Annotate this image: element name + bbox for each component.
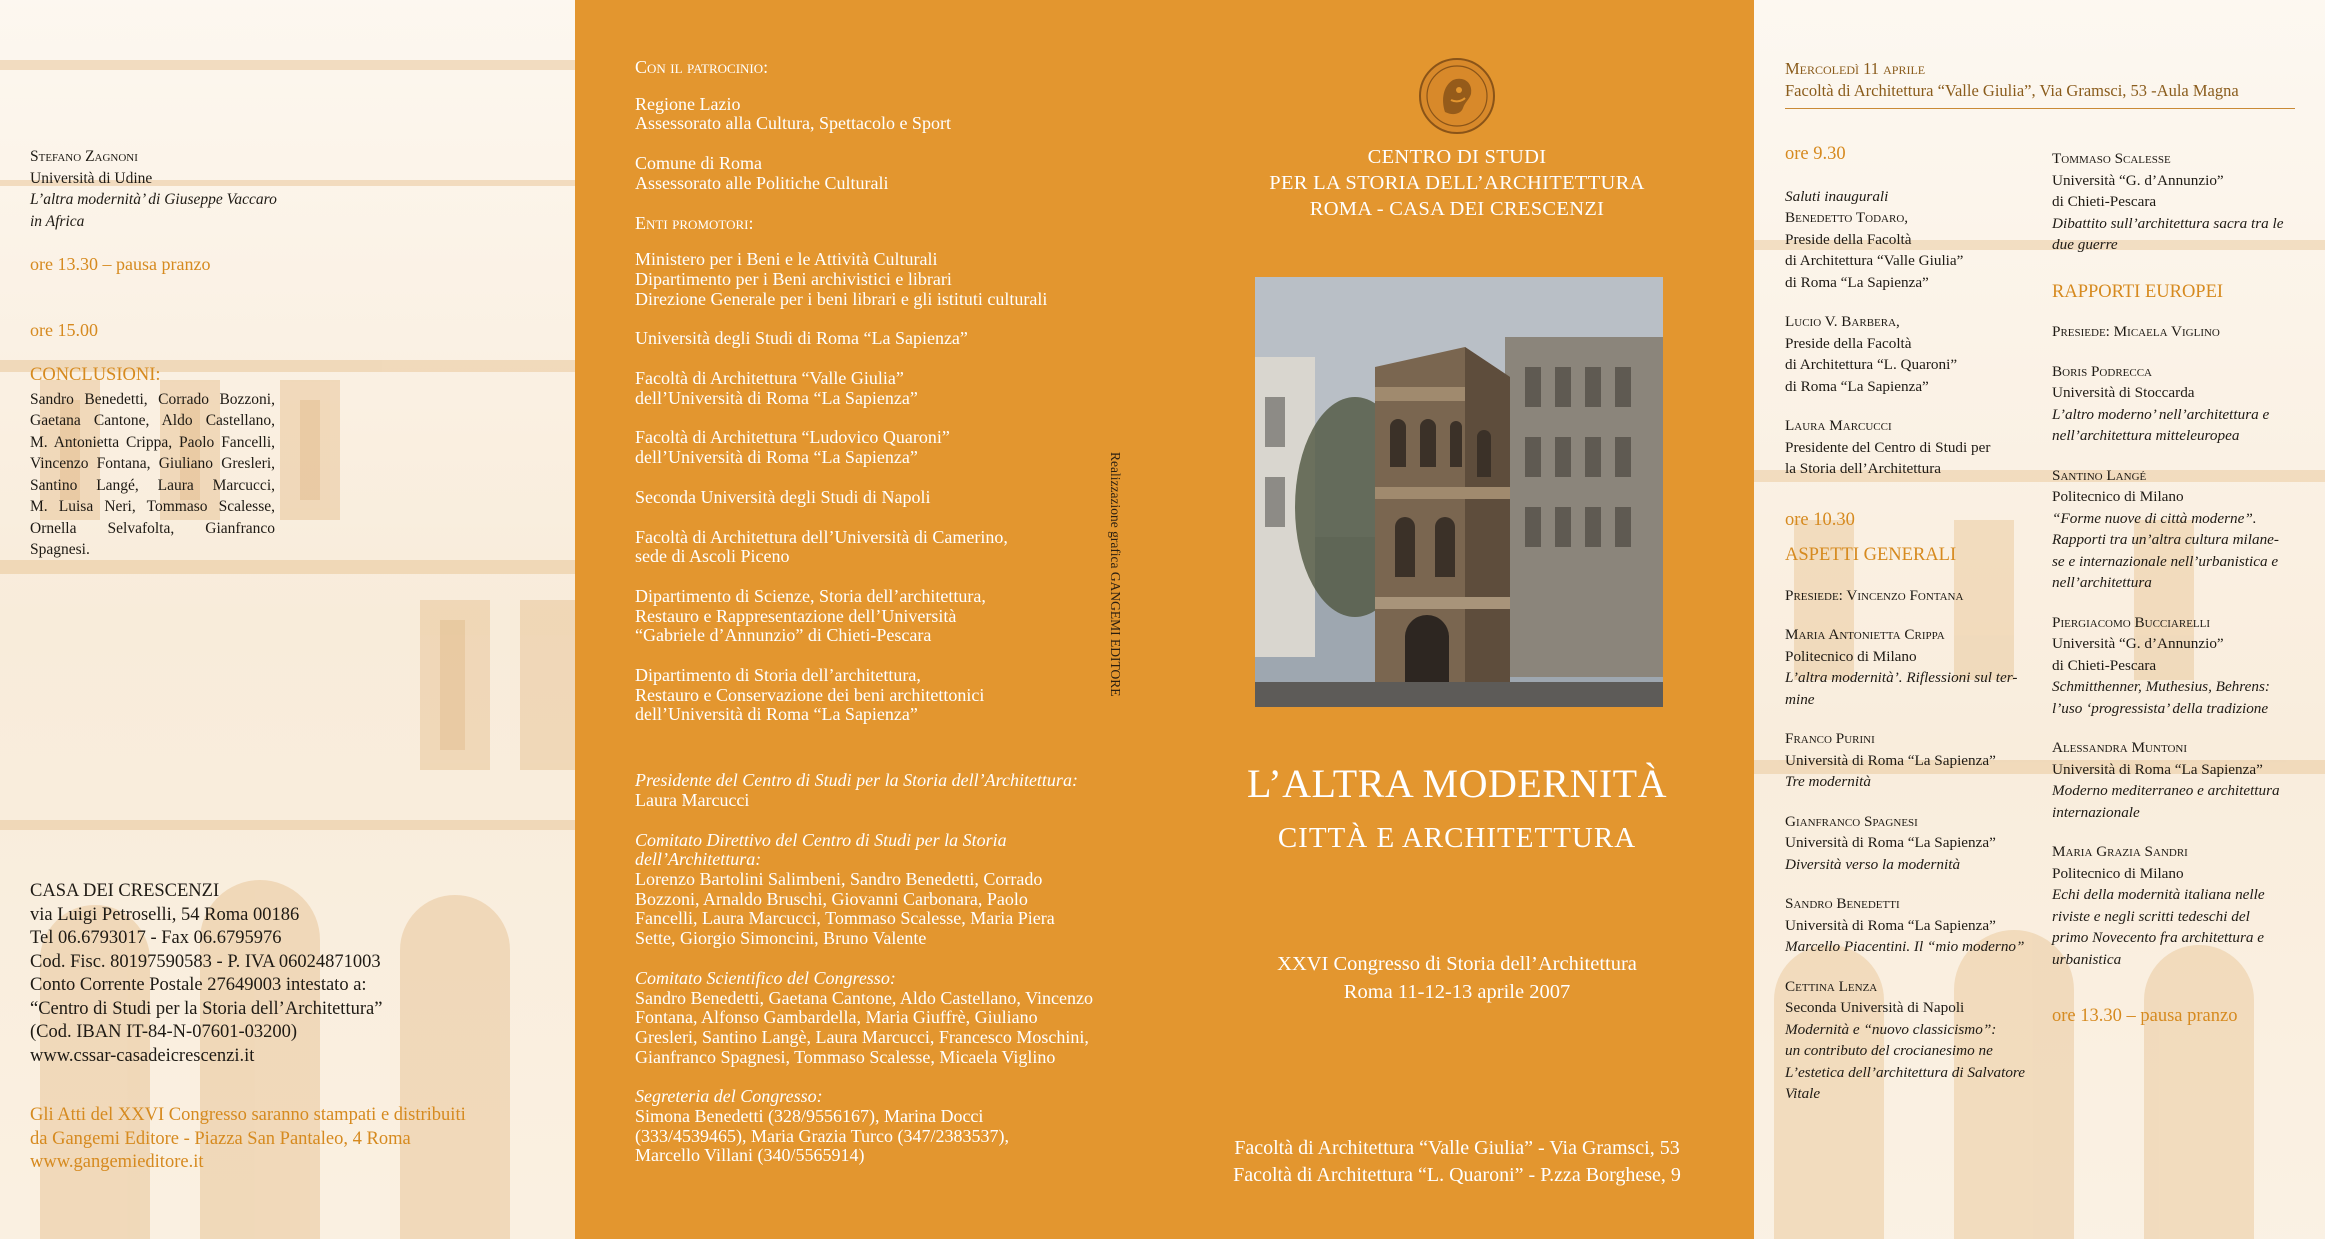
promoter-line: Ministero per i Beni e le Attività Culturali	[635, 249, 938, 270]
patronage-heading: Con il patrocinio:	[635, 57, 769, 77]
speaker-role: di Architettura “Valle Giulia”	[1785, 252, 1964, 269]
speaker-role: di Architettura “L. Quaroni”	[1785, 356, 1958, 373]
promoter-line: Facoltà di Architettura “Ludovico Quaroni”	[635, 427, 950, 448]
speaker-name: Franco Purini	[1785, 730, 1875, 747]
speaker-affiliation: Università di Roma “La Sapienza”	[1785, 751, 1996, 769]
speaker-name: Maria Grazia Sandri	[2052, 843, 2188, 860]
talk-title: L’estetica dell’architettura di Salvatore	[1785, 1063, 2025, 1081]
talk-title: se e internazionale nell’urbanistica e	[2052, 552, 2279, 570]
session-chair: Presiede: Micaela Viglino	[2052, 323, 2220, 340]
speaker-affiliation: Università “G. d’Annunzio”	[2052, 635, 2224, 652]
speaker-name: Stefano Zagnoni	[30, 148, 138, 165]
speaker-name: Lucio V. Barbera,	[1785, 313, 1900, 330]
speaker-role: Presidente del Centro di Studi per	[1785, 438, 1991, 456]
divider	[1785, 108, 2295, 109]
talk-title: internazionale	[2052, 803, 2140, 821]
conclusions-line: Gaetana Cantone, Aldo Castellano,	[30, 412, 275, 429]
contact-address: via Luigi Petroselli, 54 Roma 00186	[30, 904, 300, 925]
speaker-name: Cettina Lenza	[1785, 977, 1878, 995]
talk-title: primo Novecento fra architettura e	[2052, 929, 2265, 946]
contact-account-holder: “Centro di Studi per la Storia dell’Architettura”	[30, 998, 383, 1019]
casa-dei-crescenzi-photo	[1255, 277, 1663, 707]
congress-dates: Roma 11-12-13 aprile 2007	[1343, 981, 1571, 1003]
scientific-committee-members: Fontana, Alfonso Gambardella, Maria Giuffrè, Giuliano	[635, 1007, 1038, 1028]
talk-title: Vitale	[1785, 1085, 1821, 1102]
graphic-credit: Realizzazione grafica GANGEMI EDITORE	[1108, 452, 1123, 697]
event-subtitle: CITTÀ E ARCHITETTURA	[1277, 822, 1637, 854]
conclusions-line: M. Antonietta Crippa, Paolo Fancelli,	[30, 433, 275, 451]
talk-title: due guerre	[2052, 236, 2118, 253]
program-panel	[1754, 0, 2325, 1239]
conclusions-line: M. Luisa Neri, Tommaso Scalesse,	[30, 498, 275, 515]
program-column-1	[1785, 144, 2035, 1123]
organization-name: ROMA - CASA DEI CRESCENZI	[1309, 198, 1605, 220]
session-label: Saluti inaugurali	[1785, 187, 1889, 205]
publisher-note: Gli Atti del XXVI Congresso saranno stampati e distribuiti	[30, 1105, 466, 1125]
speaker-role: la Storia dell’Architettura	[1785, 460, 1942, 477]
session-chair: Presiede: Vincenzo Fontana	[1785, 586, 1964, 604]
contact-iban: (Cod. IBAN IT-84-N-07601-03200)	[30, 1022, 298, 1042]
patron-name: Comune di Roma	[635, 153, 762, 174]
lunch-break: ore 13.30 – pausa pranzo	[30, 254, 211, 274]
program-day: Mercoledì 11 aprile	[1785, 59, 1926, 78]
speaker-affiliation: Università di Roma “La Sapienza”	[1785, 916, 1996, 934]
venue-valle-giulia: Facoltà di Architettura “Valle Giulia” - Via Gramsci, 53	[1234, 1137, 1680, 1159]
talk-title: L’altra modernità’. Riflessioni sul ter-	[1785, 669, 2018, 686]
speaker-name: Alessandra Muntoni	[2052, 739, 2188, 756]
afternoon-time: ore 15.00	[30, 320, 98, 340]
scientific-committee-members: Gianfranco Spagnesi, Tommaso Scalesse, Micaela Viglino	[635, 1046, 1056, 1067]
conclusions-line: Vincenzo Fontana, Giuliano Gresleri,	[30, 455, 275, 472]
speaker-affiliation: Università di Udine	[30, 169, 153, 187]
speaker-affiliation: Seconda Università di Napoli	[1785, 999, 1965, 1016]
speaker-affiliation: di Chieti-Pescara	[2052, 656, 2157, 674]
talk-title: l’uso ‘progressista’ della tradizione	[2052, 699, 2269, 717]
talk-title: nell’architettura mitteleuropea	[2052, 427, 2240, 444]
secretariat-heading: Segreteria del Congresso:	[635, 1086, 823, 1107]
board-heading: dell’Architettura:	[635, 849, 762, 870]
left-panel	[0, 0, 575, 1239]
conclusions-heading: CONCLUSIONI:	[30, 365, 161, 385]
cover-panel	[1160, 0, 1754, 1239]
talk-title: Rapporti tra un’altra cultura milane-	[2052, 531, 2279, 548]
speaker-role: di Roma “La Sapienza”	[1785, 273, 1929, 291]
session-time: ore 10.30	[1785, 509, 1855, 530]
session-time: ore 9.30	[1785, 144, 1846, 164]
patron-detail: Assessorato alla Cultura, Spettacolo e Sport	[635, 113, 951, 134]
speaker-name: Tommaso Scalesse	[2052, 150, 2171, 167]
congress-name: XXVI Congresso di Storia dell’Architettura	[1277, 953, 1637, 975]
speaker-talk-title: in Africa	[30, 212, 85, 230]
speaker-talk-title: L’altra modernità’ di Giuseppe Vaccaro	[30, 191, 277, 208]
speaker-role: Preside della Facoltà	[1785, 334, 1912, 352]
conclusions-line: Spagnesi.	[30, 541, 90, 558]
speaker-role: di Roma “La Sapienza”	[1785, 377, 1929, 395]
conclusions-line: Sandro Benedetti, Corrado Bozzoni,	[30, 390, 275, 408]
speaker-name: Boris Podrecca	[2052, 362, 2152, 380]
speaker-affiliation: di Chieti-Pescara	[2052, 193, 2157, 210]
scientific-committee-members: Sandro Benedetti, Gaetana Cantone, Aldo Castellano, Vincenzo	[635, 987, 1093, 1008]
speaker-affiliation: Università “G. d’Annunzio”	[2052, 171, 2224, 189]
promoter-line: dell’Università di Roma “La Sapienza”	[635, 704, 918, 725]
conclusions-line: Ornella Selvafolta, Gianfranco	[30, 519, 275, 537]
speaker-affiliation: Politecnico di Milano	[2052, 488, 2184, 505]
board-heading: Comitato Direttivo del Centro di Studi per la Storia	[635, 829, 1007, 850]
contact-postal-account: Conto Corrente Postale 27649003 intestato a:	[30, 975, 367, 995]
section-heading: RAPPORTI EUROPEI	[2052, 281, 2224, 302]
venue-quaroni: Facoltà di Architettura “L. Quaroni” - P.zza Borghese, 9	[1233, 1164, 1681, 1186]
talk-title: mine	[1785, 690, 1815, 708]
promoter-line: sede di Ascoli Piceno	[635, 546, 790, 567]
talk-title: L’altro moderno’ nell’architettura e	[2052, 405, 2270, 423]
talk-title: urbanistica	[2052, 950, 2122, 968]
talk-title: Dibattito sull’architettura sacra tra le	[2052, 214, 2284, 232]
promoter-line: dell’Università di Roma “La Sapienza”	[635, 447, 918, 468]
section-heading: ASPETTI GENERALI	[1785, 545, 1957, 565]
talk-title: riviste e negli scritti tedeschi del	[2052, 907, 2250, 925]
talk-title: Schmitthenner, Muthesius, Behrens:	[2052, 678, 2270, 695]
speaker-affiliation: Politecnico di Milano	[2052, 864, 2184, 882]
speaker-affiliation: Politecnico di Milano	[1785, 647, 1917, 665]
promoter-line: Università degli Studi di Roma “La Sapienza”	[635, 328, 968, 349]
board-members: Fancelli, Laura Marcucci, Tommaso Scalesse, Maria Piera	[635, 908, 1055, 929]
promoter-line: Seconda Università degli Studi di Napoli	[635, 486, 931, 507]
talk-title: Diversità verso la modernità	[1785, 855, 1961, 873]
board-members: Lorenzo Bartolini Salimbeni, Sandro Benedetti, Corrado	[635, 868, 1043, 889]
speaker-affiliation: Università di Roma “La Sapienza”	[2052, 760, 2263, 778]
talk-title: “Forme nuove di città moderne”.	[2052, 509, 2257, 527]
speaker-name: Santino Langé	[2052, 466, 2147, 484]
president-heading: Presidente del Centro di Studi per la Storia dell’Architettura:	[635, 770, 1078, 791]
secretariat-contacts: (333/4539465), Maria Grazia Turco (347/2383537),	[635, 1125, 1009, 1146]
talk-title: Tre modernità	[1785, 773, 1871, 790]
speaker-affiliation: Università di Stoccarda	[2052, 384, 2195, 401]
speaker-name: Piergiacomo Bucciarelli	[2052, 613, 2211, 631]
speaker-affiliation: Università di Roma “La Sapienza”	[1785, 834, 1996, 851]
publisher-address: da Gangemi Editore - Piazza San Pantaleo, 4 Roma	[30, 1128, 411, 1149]
contact-tax-codes: Cod. Fisc. 80197590583 - P. IVA 06024871003	[30, 951, 381, 972]
president-name: Laura Marcucci	[635, 789, 750, 810]
patron-detail: Assessorato alle Politiche Culturali	[635, 172, 889, 193]
organization-name: PER LA STORIA DELL’ARCHITETTURA	[1269, 172, 1645, 194]
talk-title: Marcello Piacentini. Il “mio moderno”	[1785, 938, 2025, 955]
contact-title: CASA DEI CRESCENZI	[30, 881, 220, 901]
promoter-line: “Gabriele d’Annunzio” di Chieti-Pescara	[635, 625, 932, 646]
board-members: Sette, Giorgio Simoncini, Bruno Valente	[635, 928, 927, 949]
seal-logo-icon	[1417, 56, 1497, 136]
speaker-role: Preside della Facoltà	[1785, 230, 1912, 248]
event-title: L’ALTRA MODERNITÀ	[1246, 761, 1667, 806]
speaker-name: Benedetto Todaro,	[1785, 209, 1909, 226]
promoter-line: Dipartimento di Storia dell’architettura,	[635, 665, 921, 686]
speaker-name: Sandro Benedetti	[1785, 895, 1900, 912]
scientific-committee-heading: Comitato Scientifico del Congresso:	[635, 967, 896, 988]
promoter-line: Restauro e Rappresentazione dell’Università	[635, 605, 957, 626]
talk-title: nell’architettura	[2052, 574, 2152, 591]
promoter-line: Direzione Generale per i beni librari e gli istituti culturali	[635, 288, 1048, 309]
program-column-2	[2052, 148, 2302, 1048]
scientific-committee-members: Gresleri, Santino Langè, Laura Marcucci, Francesco Moschini,	[635, 1026, 1089, 1047]
patronage-panel	[575, 0, 1160, 1239]
promoter-line: Facoltà di Architettura dell’Università di Camerino,	[635, 526, 1008, 547]
speaker-name: Maria Antonietta Crippa	[1785, 626, 1945, 643]
lunch-break: ore 13.30 – pausa pranzo	[2052, 1006, 2238, 1026]
publisher-website-link[interactable]: www.gangemieditore.it	[30, 1152, 204, 1172]
board-members: Bozzoni, Arnaldo Bruschi, Giovanni Carbonara, Paolo	[635, 888, 1028, 909]
secretariat-contacts: Marcello Villani (340/5565914)	[635, 1145, 865, 1166]
speaker-name: Gianfranco Spagnesi	[1785, 812, 1918, 830]
promoter-line: Facoltà di Architettura “Valle Giulia”	[635, 368, 904, 389]
promoters-heading: Enti promotori:	[635, 212, 754, 233]
secretariat-contacts: Simona Benedetti (328/9556167), Marina Docci	[635, 1106, 984, 1127]
organization-name: CENTRO DI STUDI	[1367, 146, 1547, 168]
talk-title: Echi della modernità italiana nelle	[2052, 886, 2265, 903]
promoter-line: dell’Università di Roma “La Sapienza”	[635, 387, 918, 408]
program-venue: Facoltà di Architettura “Valle Giulia”, Via Gramsci, 53 -Aula Magna	[1785, 81, 2239, 100]
promoter-line: Dipartimento per i Beni archivistici e librari	[635, 268, 952, 289]
contact-phone: Tel 06.6793017 - Fax 06.6795976	[30, 928, 282, 948]
promoter-line: Restauro e Conservazione dei beni architettonici	[635, 684, 985, 705]
patron-name: Regione Lazio	[635, 93, 741, 114]
promoter-line: Dipartimento di Scienze, Storia dell’architettura,	[635, 585, 986, 606]
speaker-name: Laura Marcucci	[1785, 417, 1892, 434]
talk-title: un contributo del crocianesimo ne	[1785, 1042, 1993, 1059]
conclusions-line: Santino Langé, Laura Marcucci,	[30, 476, 275, 494]
talk-title: Moderno mediterraneo e architettura	[2052, 782, 2280, 799]
contact-website-link[interactable]: www.cssar-casadeicrescenzi.it	[30, 1045, 255, 1066]
talk-title: Modernità e “nuovo classicismo”:	[1785, 1020, 1997, 1038]
